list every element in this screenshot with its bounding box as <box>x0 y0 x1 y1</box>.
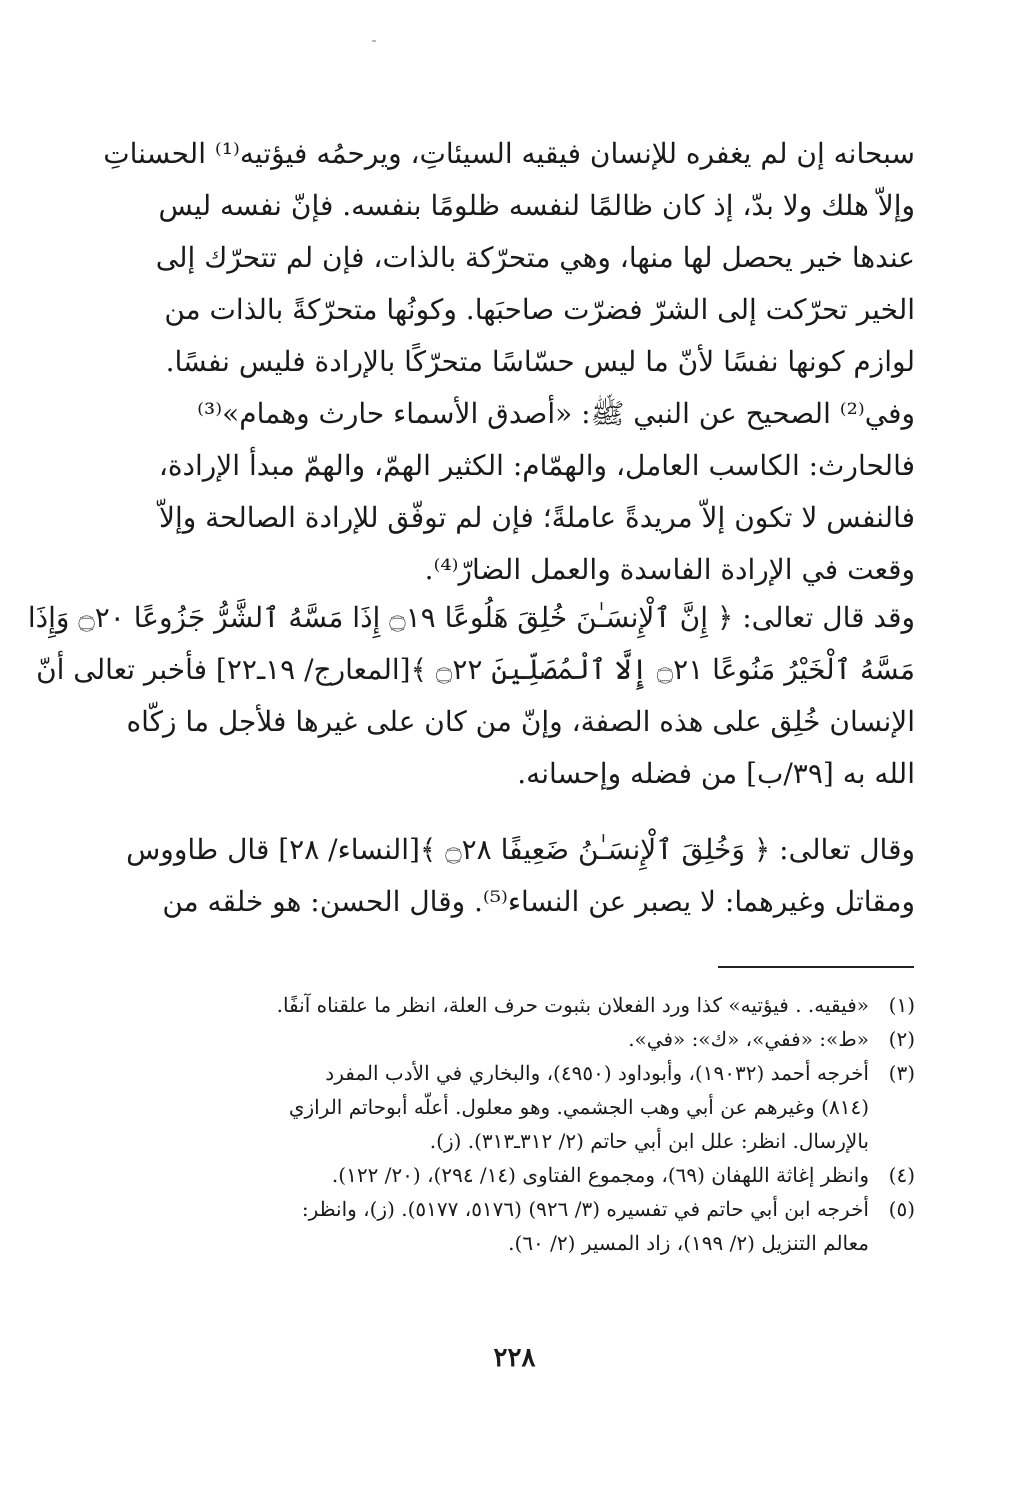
text-line: الله به [٣٩/ب] من فضله وإحسانه. <box>517 757 915 790</box>
footnote-number: (٢) <box>888 1027 915 1051</box>
text-line: ومقاتل وغيرهما: لا يصبر عن النساء⁽⁵⁾. وقال الحسن: هو خلقه من <box>162 885 915 918</box>
text-line: الإنسان خُلِق على هذه الصفة، وإنّ من كان على غيرها فلأجل ما زكّاه <box>126 705 915 738</box>
footnote-number: (٥) <box>888 1197 915 1221</box>
footnote-text <box>130 1056 869 1158</box>
footnote-line: وانظر إغاثة اللهفان (٦٩)، ومجموع الفتاوى (١٤/ ٢٩٤)، (٢٠/ ١٢٢). <box>331 1163 869 1187</box>
footnote-line: معالم التنزيل (٢/ ١٩٩)، زاد المسير (٢/ ٦٠). <box>508 1231 869 1255</box>
footnote-text <box>130 1022 869 1056</box>
text-line: مَسَّهُ ٱلْخَيْرُ مَنُوعًا ۝٢١ إِلَّا ٱلْمُصَلِّينَ ۝٢٢ ﴾[المعارج/ ١٩ـ٢٢] فأخبر تعالى أنّ <box>36 653 915 686</box>
text-line: فالحارث: الكاسب العامل، والهمّام: الكثير الهمّ، والهمّ مبدأ الإرادة، <box>158 449 915 482</box>
text-line: لوازم كونها نفسًا لأنّ ما ليس حسّاسًا متحرّكًا بالإرادة فليس نفسًا. <box>165 345 915 378</box>
text-line: وفي⁽²⁾ الصحيح عن النبي ﷺ: «أصدق الأسماء حارث وهمام»⁽³⁾ <box>197 397 915 430</box>
footnote <box>130 1056 915 1158</box>
text-line: سبحانه إن لم يغفره للإنسان فيقيه السيئاتِ، ويرحمُه فيؤتيه⁽¹⁾ الحسناتِ <box>103 137 915 170</box>
footnote <box>130 1158 915 1192</box>
main-paragraph-3 <box>126 824 915 928</box>
footnote-number: (٣) <box>888 1061 915 1085</box>
footnote-line: أخرجه ابن أبي حاتم في تفسيره (٣/ ٩٢٦) (٥١٧٦، ٥١٧٧). (ز)، وانظر: <box>301 1197 869 1221</box>
footnote-number: (١) <box>888 993 915 1017</box>
footnote <box>130 1022 915 1056</box>
footnote-number: (٤) <box>888 1163 915 1187</box>
footnote-text <box>130 1158 869 1192</box>
text-line: فالنفس لا تكون إلاّ مريدةً عاملةً؛ فإن لم توفّق للإرادة الصالحة وإلاّ <box>158 501 915 534</box>
footnote-text <box>130 988 869 1022</box>
text-line: الخير تحرّكت إلى الشرّ فضرّت صاحبَها. وكونُها متحرّكةً بالذات من <box>164 293 915 326</box>
footnote <box>130 988 915 1022</box>
text-line: وإلاّ هلك ولا بدّ، إذ كان ظالمًا لنفسه ظلومًا بنفسه. فإنّ نفسه ليس <box>158 189 915 222</box>
main-paragraph-2 <box>27 592 915 800</box>
text-line: وقد قال تعالى: ﴿ إِنَّ ٱلْإِنسَـٰنَ خُلِقَ هَلُوعًا ۝١٩ إِذَا مَسَّهُ ٱلشَّرُّ جَزُوعًا ۝٢٠ وَإِذَا <box>27 601 915 634</box>
footnote-line: (٨١٤) وغيرهم عن أبي وهب الجشمي. وهو معلول. أعلّه أبوحاتم الرازي <box>288 1095 869 1119</box>
scan-mark <box>372 40 376 42</box>
text-line: وقال تعالى: ﴿ وَخُلِقَ ٱلْإِنسَـٰنُ ضَعِيفًا ۝٢٨ ﴾[النساء/ ٢٨] قال طاووس <box>126 833 915 866</box>
text-line: وقعت في الإرادة الفاسدة والعمل الضارّ⁽⁴⁾. <box>424 553 915 586</box>
footnote-line: بالإرسال. انظر: علل ابن أبي حاتم (٢/ ٣١٢ـ٣١٣). (ز). <box>429 1129 869 1153</box>
text-line: عندها خير يحصل لها منها، وهي متحرّكة بالذات، فإن لم تتحرّك إلى <box>155 241 915 274</box>
footnote-text <box>130 1192 869 1260</box>
footnote-line: «ط»: «ففي»، «ك»: «في». <box>628 1027 869 1051</box>
footnote-line: «فيقيه. . فيؤتيه» كذا ورد الفعلان بثبوت حرف العلة، انظر ما علقناه آنفًا. <box>276 993 869 1017</box>
main-paragraph-1 <box>103 128 915 596</box>
page-number: ٢٢٨ <box>493 1343 536 1373</box>
footnote-separator <box>718 966 914 968</box>
footnote <box>130 1192 915 1260</box>
footnotes <box>130 988 915 1260</box>
footnote-line: أخرجه أحمد (١٩٠٣٢)، وأبوداود (٤٩٥٠)، والبخاري في الأدب المفرد <box>325 1061 869 1085</box>
